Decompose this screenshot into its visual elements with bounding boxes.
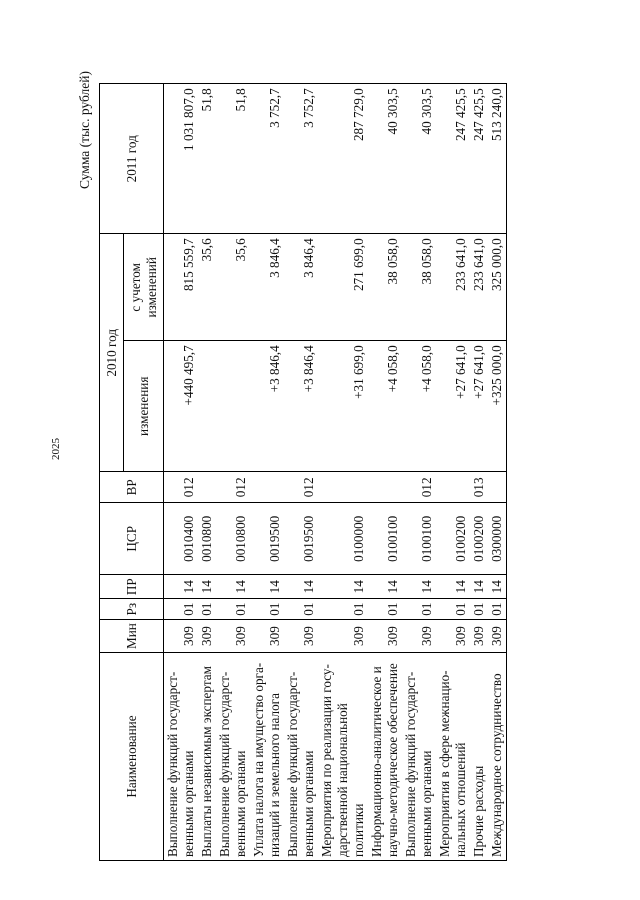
table-cell-name: Выплаты независимым экспертам bbox=[198, 653, 216, 861]
table-cell-rz: 01 bbox=[470, 599, 488, 620]
table-cell-min: 309 bbox=[436, 620, 470, 653]
table-cell-name: Выполнение функций государственными органами bbox=[216, 653, 250, 861]
table-cell-vr: 012 bbox=[402, 472, 436, 503]
table-cell-name: Мероприятия в сфере межнациональных отношений bbox=[436, 653, 470, 861]
table-body bbox=[164, 84, 507, 861]
table-cell-pr: 14 bbox=[470, 575, 488, 599]
table-row bbox=[318, 84, 368, 861]
header-name: Наименование bbox=[100, 653, 164, 861]
table-cell-pr: 14 bbox=[402, 575, 436, 599]
table-cell-pr: 14 bbox=[250, 575, 284, 599]
header-changes: изменения bbox=[124, 341, 164, 472]
table-cell-vr: 013 bbox=[470, 472, 488, 503]
table-row bbox=[436, 84, 470, 861]
table-cell-pr: 14 bbox=[318, 575, 368, 599]
table-cell-changes: +4 058,0 bbox=[368, 341, 402, 472]
table-row bbox=[198, 84, 216, 861]
table-cell-csr: 0010400 bbox=[164, 503, 199, 575]
table-cell-with-changes: 3 846,4 bbox=[284, 234, 318, 341]
table-cell-csr: 0019500 bbox=[250, 503, 284, 575]
table-cell-vr bbox=[318, 472, 368, 503]
table-cell-2011: 1 031 807,0 bbox=[164, 84, 199, 234]
table-cell-2011: 513 240,0 bbox=[488, 84, 507, 234]
table-cell-with-changes: 35,6 bbox=[198, 234, 216, 341]
table-cell-name: Выполнение функций государственными органами bbox=[284, 653, 318, 861]
table-cell-2011: 247 425,5 bbox=[436, 84, 470, 234]
table-cell-pr: 14 bbox=[488, 575, 507, 599]
budget-table bbox=[99, 83, 507, 861]
header-rz: Рз bbox=[100, 599, 164, 620]
table-cell-with-changes: 233 641,0 bbox=[436, 234, 470, 341]
table-cell-pr: 14 bbox=[164, 575, 199, 599]
table-cell-min: 309 bbox=[216, 620, 250, 653]
table-cell-changes bbox=[216, 341, 250, 472]
table-cell-pr: 14 bbox=[216, 575, 250, 599]
table-cell-2011: 40 303,5 bbox=[368, 84, 402, 234]
table-cell-vr bbox=[250, 472, 284, 503]
table-cell-vr: 012 bbox=[284, 472, 318, 503]
table-cell-name: Уплата налога на имущество организаций и земельного налога bbox=[250, 653, 284, 861]
table-cell-rz: 01 bbox=[402, 599, 436, 620]
table-cell-2011: 40 303,5 bbox=[402, 84, 436, 234]
table-cell-with-changes: 271 699,0 bbox=[318, 234, 368, 341]
table-cell-csr: 0100200 bbox=[470, 503, 488, 575]
table-cell-with-changes: 38 058,0 bbox=[368, 234, 402, 341]
table-cell-2011: 287 729,0 bbox=[318, 84, 368, 234]
table-cell-2011: 51,8 bbox=[198, 84, 216, 234]
table-cell-changes: +325 000,0 bbox=[488, 341, 507, 472]
table-cell-vr bbox=[488, 472, 507, 503]
table-row bbox=[250, 84, 284, 861]
table-cell-csr: 0100000 bbox=[318, 503, 368, 575]
header-pr: ПР bbox=[100, 575, 164, 599]
header-year-2010: 2010 год bbox=[100, 234, 124, 472]
header-year-2011: 2011 год bbox=[100, 84, 164, 234]
table-row bbox=[216, 84, 250, 861]
table-cell-min: 309 bbox=[198, 620, 216, 653]
table-cell-rz: 01 bbox=[216, 599, 250, 620]
table-row bbox=[284, 84, 318, 861]
table-cell-with-changes: 233 641,0 bbox=[470, 234, 488, 341]
table-cell-pr: 14 bbox=[198, 575, 216, 599]
table-cell-2011: 3 752,7 bbox=[284, 84, 318, 234]
page-number: 2025 bbox=[50, 438, 62, 460]
table-cell-min: 309 bbox=[284, 620, 318, 653]
rotated-page-content bbox=[77, 71, 552, 861]
table-cell-pr: 14 bbox=[368, 575, 402, 599]
table-cell-min: 309 bbox=[164, 620, 199, 653]
table-cell-csr: 0100100 bbox=[368, 503, 402, 575]
table-cell-changes: +4 058,0 bbox=[402, 341, 436, 472]
table-cell-min: 309 bbox=[250, 620, 284, 653]
table-cell-rz: 01 bbox=[284, 599, 318, 620]
table-cell-2011: 247 425,5 bbox=[470, 84, 488, 234]
table-cell-csr: 0100100 bbox=[402, 503, 436, 575]
table-row bbox=[368, 84, 402, 861]
table-cell-name: Информационно-аналитическое и научно-методическое обеспечение bbox=[368, 653, 402, 861]
table-cell-vr bbox=[198, 472, 216, 503]
table-cell-rz: 01 bbox=[198, 599, 216, 620]
table-cell-name: Мероприятия по реализации государственной национальной политики bbox=[318, 653, 368, 861]
table-cell-csr: 0300000 bbox=[488, 503, 507, 575]
table-cell-pr: 14 bbox=[436, 575, 470, 599]
table-cell-min: 309 bbox=[318, 620, 368, 653]
unit-label: Сумма (тыс. рублей) bbox=[77, 71, 92, 189]
table-cell-name: Выполнение функций государственными органами bbox=[164, 653, 199, 861]
table-cell-csr: 0100200 bbox=[436, 503, 470, 575]
table-cell-2011: 51,8 bbox=[216, 84, 250, 234]
table-cell-changes: +27 641,0 bbox=[470, 341, 488, 472]
table-cell-rz: 01 bbox=[436, 599, 470, 620]
table-cell-rz: 01 bbox=[368, 599, 402, 620]
table-cell-min: 309 bbox=[402, 620, 436, 653]
table-cell-min: 309 bbox=[488, 620, 507, 653]
table-cell-with-changes: 3 846,4 bbox=[250, 234, 284, 341]
table-cell-rz: 01 bbox=[250, 599, 284, 620]
table-cell-with-changes: 35,6 bbox=[216, 234, 250, 341]
table-cell-changes: +440 495,7 bbox=[164, 341, 199, 472]
table-cell-min: 309 bbox=[368, 620, 402, 653]
table-cell-rz: 01 bbox=[488, 599, 507, 620]
table-cell-with-changes: 38 058,0 bbox=[402, 234, 436, 341]
table-cell-min: 309 bbox=[470, 620, 488, 653]
table-row bbox=[402, 84, 436, 861]
header-min: Мин bbox=[100, 620, 164, 653]
table-cell-name: Международное сотрудничество bbox=[488, 653, 507, 861]
table-cell-with-changes: 815 559,7 bbox=[164, 234, 199, 341]
table-cell-rz: 01 bbox=[318, 599, 368, 620]
table-cell-vr bbox=[436, 472, 470, 503]
table-cell-vr bbox=[368, 472, 402, 503]
table-row bbox=[488, 84, 507, 861]
header-with-changes: с учетом изменений bbox=[124, 234, 164, 341]
table-cell-changes: +3 846,4 bbox=[250, 341, 284, 472]
table-cell-changes: +27 641,0 bbox=[436, 341, 470, 472]
table-cell-changes: +3 846,4 bbox=[284, 341, 318, 472]
table-cell-vr: 012 bbox=[216, 472, 250, 503]
table-row bbox=[164, 84, 199, 861]
table-row bbox=[470, 84, 488, 861]
table-cell-name: Выполнение функций государственными органами bbox=[402, 653, 436, 861]
header-vr: ВР bbox=[100, 472, 164, 503]
table-cell-2011: 3 752,7 bbox=[250, 84, 284, 234]
table-cell-changes bbox=[198, 341, 216, 472]
table-cell-csr: 0010800 bbox=[198, 503, 216, 575]
table-cell-csr: 0010800 bbox=[216, 503, 250, 575]
table-cell-with-changes: 325 000,0 bbox=[488, 234, 507, 341]
table-cell-rz: 01 bbox=[164, 599, 199, 620]
table-cell-csr: 0019500 bbox=[284, 503, 318, 575]
table-cell-name: Прочие расходы bbox=[470, 653, 488, 861]
header-csr: ЦСР bbox=[100, 503, 164, 575]
table-cell-pr: 14 bbox=[284, 575, 318, 599]
table-cell-vr: 012 bbox=[164, 472, 199, 503]
table-cell-changes: +31 699,0 bbox=[318, 341, 368, 472]
